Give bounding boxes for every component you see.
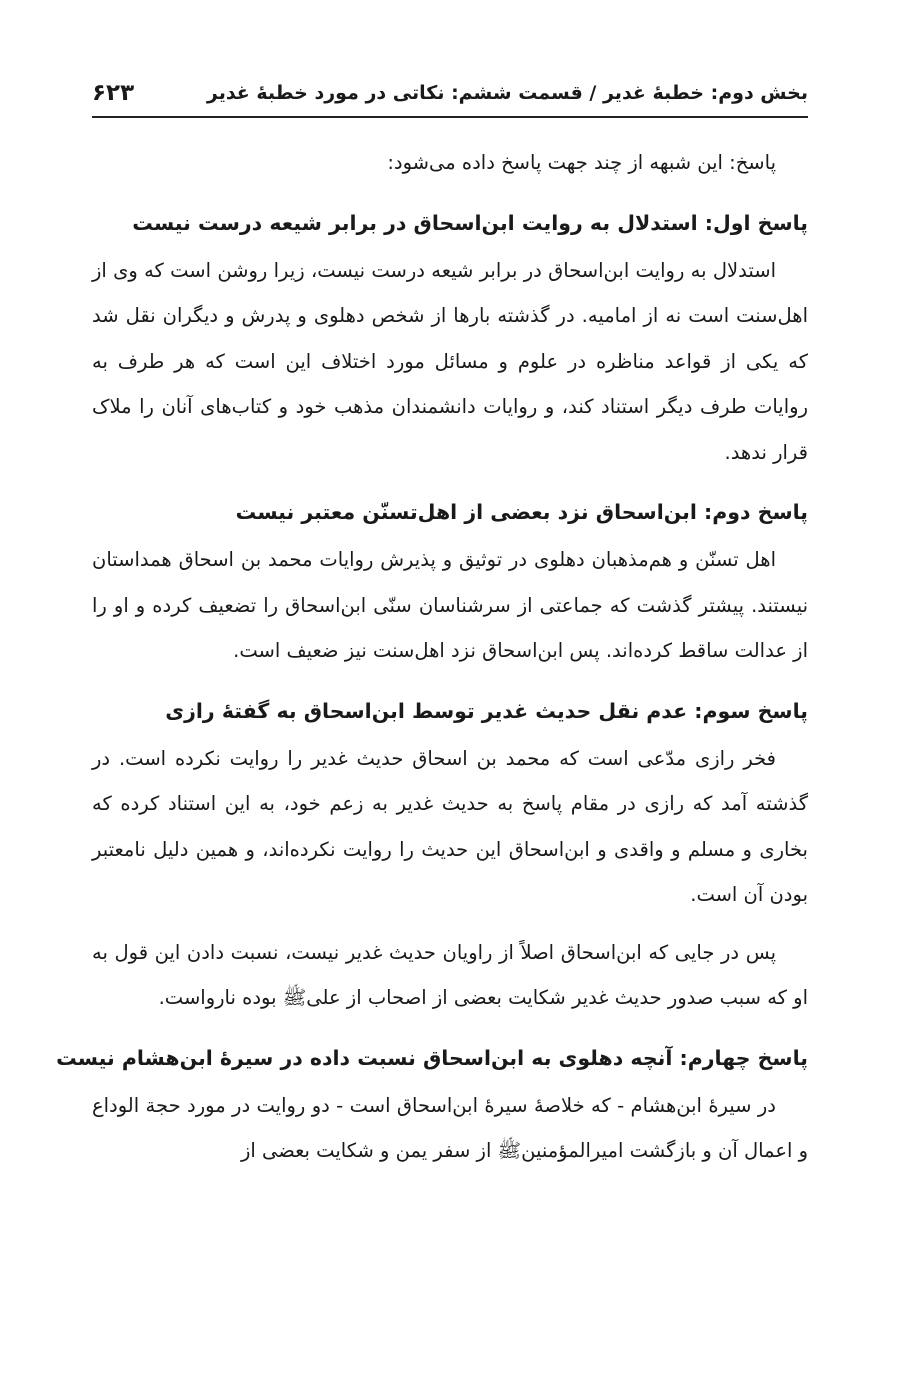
page-number: ۶۲۳ <box>92 80 135 106</box>
header-rule <box>92 116 808 118</box>
intro-paragraph: پاسخ: این شبهه از چند جهت پاسخ داده می‌شود: <box>387 151 776 174</box>
spacer <box>92 1021 808 1033</box>
page-body <box>56 140 808 1174</box>
section-4-paragraph-1: در سیرهٔ ابن‌هشام - که خلاصهٔ سیرهٔ ابن‌اسحاق است - دو روایت در مورد حجة الوداع و اعمال آن و بازگشت امیرالمؤمنین‌ﷺ از سفر یمن و شکایت بعضی از <box>92 1093 808 1162</box>
page-header <box>92 70 808 116</box>
spacer <box>92 674 808 686</box>
section-3-paragraph-2: پس در جایی که ابن‌اسحاق اصلاً از راویان حدیث غدیر نیست، نسبت دادن این قول به او که سبب صدور حدیث غدیر شکایت بعضی از اصحاب از علی‌ﷺ بوده نارواست. <box>92 940 808 1009</box>
section-1-paragraph-1: استدلال به روایت ابن‌اسحاق در برابر شیعه درست نیست، زیرا روشن است که وی از اهل‌سنت است نه از امامیه. در گذشته بارها از شخص دهلوی و پدرش و دیگران نقل شد که یکی از قواعد مناظره در علوم و مسائل مورد اختلاف این است که هر طرف به روایات طرف دیگر استناد کند، و روایات دانشمندان مذهب خود و کتاب‌های آنان را ملاک قرار ندهد. <box>92 258 808 464</box>
section-heading-4: پاسخ چهارم: آنچه دهلوی به ابن‌اسحاق نسبت داده در سیرهٔ ابن‌هشام نیست <box>56 1045 808 1070</box>
running-title: بخش دوم: خطبهٔ غدیر / قسمت ششم: نکاتی در مورد خطبهٔ غدیر <box>206 82 808 104</box>
section-heading-2: پاسخ دوم: ابن‌اسحاق نزد بعضی از اهل‌تسنّن معتبر نیست <box>235 500 808 524</box>
section-heading-1: پاسخ اول: استدلال به روایت ابن‌اسحاق در برابر شیعه درست نیست <box>132 210 808 235</box>
section-2-paragraph-1: اهل تسنّن و هم‌مذهبان دهلوی در توثیق و پذیرش روایات محمد بن اسحاق همداستان نیستند. پیشتر گذشت که جماعتی از سرشناسان سنّی ابن‌اسحاق را تضعیف کرده و او را از عدالت ساقط کرده‌اند. پس ابن‌اسحاق نزد اهل‌سنت نیز ضعیف است. <box>92 548 808 662</box>
spacer <box>92 918 808 930</box>
spacer <box>92 475 808 487</box>
section-heading-3: پاسخ سوم: عدم نقل حدیث غدیر توسط ابن‌اسحاق به گفتهٔ رازی <box>165 698 808 723</box>
section-3-paragraph-1: فخر رازی مدّعی است که محمد بن اسحاق حدیث غدیر را روایت نکرده است. در گذشته آمد که رازی در مقام پاسخ به حدیث غدیر به زعم خود، به این استناد کرده که بخاری و مسلم و واقدی و ابن‌اسحاق این حدیث را روایت نکرده‌اند، و همین دلیل نامعتبر بودن آن است. <box>92 746 808 906</box>
